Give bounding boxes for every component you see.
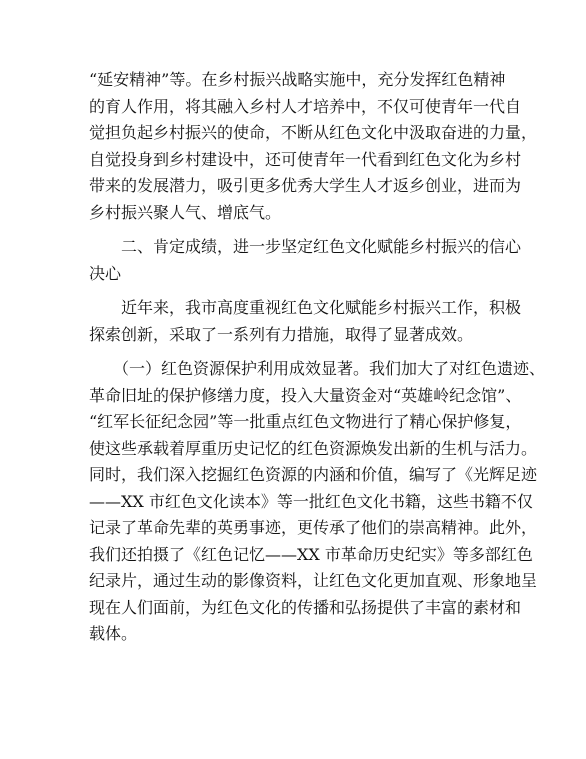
text-line: 自觉投身到乡村建设中，还可使青年一代看到红色文化为乡村 [89,149,522,169]
text-line: 载体。 [89,624,138,643]
text-line: 觉担负起乡村振兴的使命，不断从红色文化中汲取奋进的力量， [89,123,538,142]
paragraph-gap [89,287,501,295]
text-line: 纪录片，通过生动的影像资料，让红色文化更加直观、形象地呈 [89,571,538,590]
text-line: 革命旧址的保护修缮力度，投入大量资金对“英雄岭纪念馆”、 [89,385,522,405]
paragraph-resources [89,356,546,648]
text-line: （一）红色资源保护利用成效显著。我们加大了对红色遗迹、 [89,359,546,378]
heading-line: 决心 [89,263,122,283]
section-heading-2 [89,234,522,287]
text-line: 带来的发展潜力，吸引更多优秀大学生人才返乡创业，进而为 [89,176,522,195]
text-line: “延安精神”等。在乡村振兴战略实施中，充分发挥红色精神 [89,70,506,89]
text-line: 近年来，我市高度重视红色文化赋能乡村振兴工作，积极 [89,298,522,317]
text-line: ——XX 市红色文化读本》等一批红色文化书籍，这些书籍不仅 [89,491,533,511]
text-line: 探索创新，采取了一系列有力措施，取得了显著成效。 [89,324,474,344]
paragraph-intro [89,295,522,348]
paragraph-red-spirit [89,67,538,226]
paragraph-gap [89,348,501,356]
heading-line: 二、肯定成绩，进一步坚定红色文化赋能乡村振兴的信心 [89,237,522,256]
text-line: 现在人们面前，为红色文化的传播和弘扬提供了丰富的素材和 [89,597,522,617]
text-line: 我们还拍摄了《红色记忆——XX 市革命历史纪实》等多部红色 [89,544,533,564]
text-line: 同时，我们深入挖掘红色资源的内涵和价值，编写了《光辉足迹 [89,465,538,484]
text-line: 乡村振兴聚人气、增底气。 [89,202,282,222]
text-line: “红军长征纪念园”等一批重点红色文物进行了精心保护修复， [89,412,522,431]
document-body [89,67,546,648]
text-line: 记录了革命先辈的英勇事迹，更传承了他们的崇高精神。此外， [89,518,538,537]
text-line: 使这些承载着厚重历史记忆的红色资源焕发出新的生机与活力。 [89,438,538,458]
paragraph-gap [89,226,501,234]
text-line: 的育人作用，将其融入乡村人才培养中，不仅可使青年一代自 [89,96,522,116]
